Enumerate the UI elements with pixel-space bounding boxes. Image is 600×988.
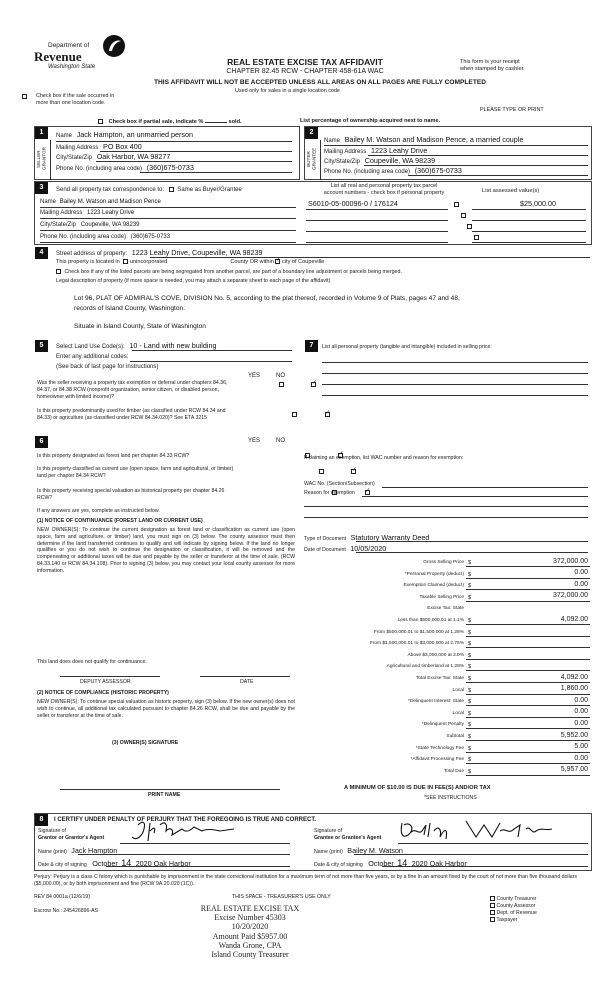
calc-row-amount: 5.00 — [574, 743, 588, 751]
multi-location-row — [20, 93, 114, 107]
parcel-2-personal-checkbox[interactable] — [461, 213, 466, 218]
tax-address-value[interactable]: 1223 Leahy Drive — [87, 210, 135, 216]
tax-name-row — [40, 199, 161, 206]
calc-row-amount: 0.00 — [574, 696, 588, 704]
legal-description-label: Legal description of property (if more space is needed, you may attach a separate sheet to each page of the affidavit) — [56, 278, 331, 284]
calc-row-label: Taxable Selling Price — [419, 594, 464, 600]
section-4-number: 4 — [35, 247, 48, 259]
calc-row-amount-field[interactable] — [466, 697, 590, 706]
calc-row-label: *Personal Property (deduct) — [404, 571, 464, 577]
grantor-date-label: Date & city of signing — [38, 862, 87, 868]
section-6-q2: Is this property classified as current use (open space, farm and agricultural, or timber) land per chapter 84.34 RCW? — [37, 466, 234, 479]
calc-row-dollar-sign: $ — [468, 745, 472, 752]
exemption-label: If claiming an exemption, list WAC number and reason for exemption: — [304, 455, 464, 461]
copy-distribution-list — [490, 896, 537, 924]
calc-row-amount-field[interactable] — [466, 674, 590, 683]
please-type: PLEASE TYPE OR PRINT — [480, 107, 544, 113]
doc-date-value[interactable]: 10/05/2020 — [350, 544, 387, 553]
calc-row-dollar-sign: $ — [468, 652, 472, 659]
minimum-note: A MINIMUM OF $10.00 IS DUE IN FEE(S) AND/OR TAX — [344, 785, 491, 791]
grantee-sig-label-2: Grantee or Grantee's Agent — [314, 834, 382, 841]
grantee-date-month[interactable]: October — [368, 859, 394, 868]
section-5-yes-header: YES — [248, 373, 261, 379]
receipt-note-line-2: when stamped by cashier. — [460, 65, 525, 72]
city-of-label: city of Coupeville — [281, 259, 325, 265]
calc-row-dollar-sign: $ — [468, 560, 472, 566]
current-use-yes-checkbox[interactable] — [319, 469, 324, 474]
grantor-sig-label-1: Signature of — [38, 828, 66, 834]
calc-row-label: Excise Tax: State — [427, 606, 464, 612]
calc-row-amount: 5,952.00 — [560, 731, 588, 739]
section-1-side-label: SELLER GRANTOR — [36, 147, 47, 171]
calc-row-dollar-sign: $ — [468, 664, 472, 671]
calc-row-amount: 4,092.00 — [560, 615, 588, 623]
calc-row-label: Total Due — [443, 768, 464, 774]
calc-row-label: Above $3,000,000 at 3.0% — [407, 652, 464, 658]
escrow-number: Escrow No.: 245426896-AS — [34, 908, 99, 914]
section-7-number: 7 — [305, 340, 318, 352]
notice-1-text: NEW OWNER(S): To continue the current designation as forest land or classification as current use (open space, farm and agriculture, or timber) land, you must sign on (3) below. The county assessor must then determine if the land transferred continues to qualify and will indicate by signing below. If the land no longer qualifies or you do not wish to continue the designation or classification, it will be removed and the compensating or additional taxes will be due and payable by the seller or transferor at the time of sale. (RCW 84.33.140 or RCW 84.34.108). Prior to signing (3) below, you may contact your local county assessor for more information. — [37, 527, 295, 574]
calc-row-label: From $500,000.01 to $1,500,000 at 1.28% — [373, 629, 464, 635]
copy-county-assessor-checkbox[interactable] — [490, 903, 495, 908]
parcel-number[interactable]: S6010-05-00096-0 / 176124 — [308, 199, 398, 208]
stamp-line-2: Excise Number 45303 — [214, 913, 286, 923]
section-6-q3: Is this property receiving special valuation as historical property per chapter 84.26 RCW? — [37, 488, 225, 501]
grantee-sig-label-1: Signature of — [314, 828, 342, 834]
grantee-name-label: Name (print) — [314, 849, 343, 855]
calc-row-label: Less than $500,000.01 at 1.1% — [397, 618, 464, 623]
assessor-date-label: DATE — [240, 679, 254, 685]
calc-row-amount-field[interactable] — [466, 767, 590, 776]
calc-row-label: Gross Selling Price — [423, 560, 464, 565]
copy-county-treasurer — [490, 896, 537, 903]
calc-row-dollar-sign: $ — [468, 583, 472, 590]
same-as-buyer-checkbox[interactable] — [169, 187, 174, 192]
copy-dor — [490, 910, 537, 917]
seller-address-label: Mailing Address — [56, 145, 99, 151]
copy-dor-checkbox[interactable] — [490, 910, 495, 915]
calc-row-amount: 0.00 — [574, 580, 588, 588]
section-5-no-header: NO — [276, 373, 285, 379]
calc-row-amount-field[interactable] — [466, 686, 590, 695]
county-or-label: County OR within — [230, 259, 274, 265]
located-row — [56, 259, 324, 266]
see-instructions-note: *SEE INSTRUCTIONS — [424, 795, 477, 801]
dor-logo — [34, 40, 134, 76]
qualify-line: This land does does not qualify for continuance. — [37, 659, 147, 665]
located-in-label: This property is located in — [56, 259, 120, 265]
section-6-q1: Is this property designated as forest land per chapter 84.33 RCW? — [37, 453, 190, 459]
perjury-statement: Perjury: Perjury is a class C felony which is punishable by imprisonment in the state correctional institution for a maximum term of not more than five years, or by a fine in an amount fixed by the court of not more than five thousand dollars ($5,000.00), or by both imprisonment and fine (RCW 9A.20.020 (1C)). — [34, 874, 577, 887]
stamp-line-4: Amount Paid $5957.00 — [212, 931, 288, 941]
q2-no-checkbox[interactable] — [325, 412, 330, 417]
buyer-city-value[interactable]: Coupeville, WA 98239 — [364, 156, 436, 165]
buyer-phone-value[interactable]: (360)675-0733 — [414, 166, 462, 175]
section-1-number: 1 — [35, 127, 48, 139]
multi-location-label-1: Check box if the sale occurred in — [36, 93, 115, 99]
grantee-date-label: Date & city of signing — [314, 862, 363, 868]
multi-location-checkbox[interactable] — [22, 94, 27, 99]
seller-address-value[interactable]: PO Box 400 — [103, 142, 142, 151]
calc-row-amount-field[interactable] — [466, 662, 590, 671]
print-name-label: PRINT NAME — [148, 792, 181, 798]
calc-row-label: *State Technology Fee — [415, 745, 464, 751]
wac-label: WAC No. (Section/Subsection) — [304, 481, 375, 487]
doc-type-label: Type of Document — [304, 536, 347, 542]
buyer-phone-label: Phone No. (including area code) — [324, 169, 411, 175]
section-8-number: 8 — [35, 814, 48, 826]
tax-address-row — [40, 210, 134, 217]
calc-row-amount-field[interactable] — [466, 628, 590, 637]
buyer-address-value[interactable]: 1223 Leahy Drive — [371, 146, 428, 155]
grantee-signature[interactable] — [396, 815, 566, 845]
calc-row-amount: 0.00 — [574, 569, 588, 577]
grantee-date-rest[interactable]: 2020 Oak Harbor — [411, 859, 467, 868]
calc-row-dollar-sign: $ — [468, 699, 472, 706]
grantor-date-row — [38, 858, 191, 869]
calc-row-amount: 0.00 — [574, 720, 588, 727]
logo-name: Revenue — [34, 49, 82, 64]
calc-row-label: Subtotal — [446, 734, 464, 739]
if-yes-note: If any answers are yes, complete as instructed below. — [37, 508, 160, 514]
grantor-date-day[interactable]: 14 — [121, 858, 132, 868]
partial-sale-sold: sold. — [228, 119, 242, 125]
logo-state: Washington State — [48, 64, 96, 70]
grantee-sig-label — [314, 828, 381, 841]
certify-statement: I CERTIFY UNDER PENALTY OF PERJURY THAT THE FOREGOING IS TRUE AND CORRECT. — [54, 817, 317, 823]
land-use-value[interactable]: 10 - Land with new building — [129, 341, 217, 350]
legal-description-line-2[interactable]: records of Island County, Washington. — [74, 305, 186, 312]
form-subtitle: CHAPTER 82.45 RCW - CHAPTER 458-61A WAC — [226, 68, 384, 75]
calc-row-dollar-sign: $ — [468, 722, 472, 729]
segregated-checkbox[interactable] — [56, 269, 61, 274]
treasurer-stamp — [170, 904, 330, 959]
form-warning: THIS AFFIDAVIT WILL NOT BE ACCEPTED UNLESS ALL AREAS ON ALL PAGES ARE FULLY COMPLETED — [153, 79, 487, 86]
notice-2-text: NEW OWNER(S): To continue special valuation as historic property, sign (3) below. If the new owner(s) does not wish to continue, all additional tax calculated pursuant to chapter 84.26 RCW, shall be due and payable by the seller or transferor at the time of sale. — [37, 699, 295, 719]
calc-row-dollar-sign: $ — [468, 641, 472, 648]
calc-row-amount: 372,000.00 — [552, 557, 588, 565]
copy-county-treasurer-label: County Treasurer — [496, 896, 537, 902]
calc-row-dollar-sign: $ — [468, 687, 472, 694]
calc-row-label: Local — [452, 710, 464, 716]
stamp-line-6: Island County Treasurer — [211, 949, 289, 959]
calc-row-amount-field[interactable] — [466, 755, 590, 764]
receipt-note — [460, 59, 525, 73]
see-back-note: (See back of last page for instructions) — [56, 364, 159, 370]
calc-row-label: *Delinquent Penalty — [421, 722, 464, 728]
section-5-number: 5 — [35, 340, 48, 352]
segregated-label: Check box if any of the listed parcels are being segregated from another parcel, are part of a boundary line adjustment or parcels being merged. — [64, 269, 402, 275]
section-2-number: 2 — [305, 127, 318, 139]
parcel-4-personal-checkbox[interactable] — [474, 235, 479, 240]
city-checkbox[interactable] — [275, 259, 280, 264]
section-3-number: 3 — [35, 182, 48, 194]
grantee-name-value[interactable]: Bailey M. Watson — [347, 846, 403, 855]
assessed-header: List assessed value(s) — [482, 188, 540, 194]
seller-phone-value[interactable]: (360)675-0733 — [146, 163, 194, 172]
calc-row-amount: 0.00 — [574, 708, 588, 716]
logo-dept: Department of — [48, 42, 90, 49]
treasurer-only-label: THIS SPACE - TREASURER'S USE ONLY — [232, 894, 331, 900]
historic-no-checkbox[interactable] — [365, 490, 370, 495]
tax-city-row — [40, 222, 140, 229]
notice-2-title: (2) NOTICE OF COMPLIANCE (HISTORIC PROPERTY) — [37, 690, 169, 696]
calc-row-amount-field[interactable] — [466, 558, 590, 567]
tax-city-value[interactable]: Coupeville, WA 98239 — [80, 222, 140, 228]
seller-phone-label: Phone No. (including area code) — [56, 166, 143, 172]
buyer-name-row — [324, 136, 590, 145]
seller-city-value[interactable]: Oak Harbor, WA 98277 — [96, 152, 171, 161]
tax-name-label: Name — [40, 199, 57, 205]
calc-row-dollar-sign: $ — [468, 768, 472, 775]
unincorporated-checkbox[interactable] — [123, 259, 128, 264]
list-percentage-note: List percentage of ownership acquired next to name. — [300, 118, 441, 124]
calc-row-amount-field[interactable] — [466, 581, 590, 590]
multi-location-label-2: more than one location code. — [36, 99, 106, 106]
grantor-sig-label — [38, 828, 104, 841]
calc-row-dollar-sign: $ — [468, 618, 472, 624]
doc-type-value[interactable]: Statutory Warranty Deed — [350, 533, 430, 542]
partial-sale-label: Check box if partial sale, indicate % — [108, 119, 204, 125]
send-correspondence-row — [56, 187, 242, 194]
single-location-note: Used only for sales in a single location code — [235, 88, 340, 94]
calc-row-amount-field[interactable] — [466, 570, 590, 579]
partial-sale-checkbox[interactable] — [98, 119, 103, 124]
section-5-q2: Is this property predominantly used for timber (as classified under RCW 84.34 and 84.33) or agriculture (as classified under RCW 84.34.020)? See ETA 3215 — [37, 408, 226, 421]
copy-county-assessor-label: County Assessor — [496, 903, 536, 910]
calc-row-amount-field[interactable] — [466, 720, 590, 729]
calc-row-dollar-sign: $ — [468, 629, 472, 636]
stamp-line-1: REAL ESTATE EXCISE TAX — [200, 904, 300, 913]
calc-row-amount-field[interactable] — [466, 616, 590, 625]
calc-row-dollar-sign: $ — [468, 594, 472, 601]
grantor-signature[interactable] — [130, 819, 250, 845]
grantor-name-value[interactable]: Jack Hampton — [71, 846, 118, 855]
same-as-buyer-label: Same as Buyer/Grantee — [177, 187, 242, 194]
calc-row-amount: 4,092.00 — [560, 673, 588, 681]
section-2-side-label: BUYER GRANTEE — [306, 147, 317, 171]
legal-description-line-3[interactable]: Situate in Island County, State of Washington — [74, 323, 206, 330]
current-use-no-checkbox[interactable] — [351, 469, 356, 474]
section-6-yes-header: YES — [248, 438, 261, 444]
tax-phone-row — [40, 234, 170, 241]
calc-row-amount-field[interactable] — [466, 593, 590, 602]
grantee-date-row — [314, 858, 467, 869]
calc-row-amount-field[interactable] — [466, 744, 590, 753]
copy-dor-label: Dept. of Revenue — [496, 910, 537, 917]
grantor-sig-label-2: Grantor or Grantor's Agent — [38, 834, 105, 841]
deputy-assessor-label: DEPUTY ASSESSOR — [80, 679, 131, 685]
reason-label: Reason for exemption — [304, 490, 355, 496]
calc-row-amount: 5,957.00 — [560, 766, 588, 774]
tax-city-label: City/State/Zip — [40, 222, 77, 228]
form-title: REAL ESTATE EXCISE TAX AFFIDAVIT — [227, 57, 383, 67]
parcel-3-personal-checkbox[interactable] — [467, 224, 472, 229]
logo-emblem-icon — [102, 34, 126, 58]
copy-county-treasurer-checkbox[interactable] — [490, 896, 495, 901]
calc-row-label: Agricultural and timberland at 1.28% — [386, 664, 464, 670]
grantor-date-month[interactable]: October — [92, 859, 118, 868]
parcel-header-line-2: account numbers - check box if personal property — [323, 189, 445, 196]
copy-taxpayer — [490, 917, 537, 924]
calc-row-amount-field[interactable] — [466, 651, 590, 660]
calc-row-label: Exemption Claimed (deduct) — [403, 583, 464, 589]
calc-row-amount-field[interactable] — [466, 639, 590, 648]
q2-yes-checkbox[interactable] — [292, 412, 297, 417]
calc-row-amount-field[interactable] — [466, 732, 590, 741]
send-correspondence-label: Send all property tax correspondence to: — [56, 187, 165, 194]
buyer-city-label: City/State/Zip — [324, 159, 361, 165]
legal-description-line-1[interactable]: Lot 96, PLAT OF ADMIRAL'S COVE, DIVISION No. 5, according to the plat thereof, recorded in Volume 9 of Plats, pages 47 and 48, — [74, 295, 460, 302]
calc-row-dollar-sign: $ — [468, 710, 472, 717]
section-6-number: 6 — [35, 436, 48, 448]
buyer-address-label: Mailing Address — [324, 149, 367, 155]
seller-name-value[interactable]: Jack Hampton, an unmarried person — [76, 130, 193, 139]
form-revision: REV 84 0001a (12/6/19) — [34, 894, 90, 900]
calc-row-amount: 372,000.00 — [552, 592, 588, 600]
stamp-line-3: 10/20/2020 — [231, 922, 269, 932]
land-use-label: Select Land Use Code(s): — [56, 344, 125, 350]
section-5-q1: Was the seller receiving a property tax exemption or deferral under chapters 84.36, 84.37, or 84.38 RCW (nonprofit organization, senior citizen, or disabled person, homeowner with limited income)? — [37, 380, 228, 400]
section-6-no-header: NO — [276, 438, 285, 444]
segregated-row — [56, 269, 402, 275]
personal-property-label: List all personal property (tangible and intangible) included in selling price. — [322, 344, 492, 350]
calc-row-dollar-sign: $ — [468, 676, 472, 682]
copy-taxpayer-checkbox[interactable] — [490, 917, 495, 922]
parcel-1-personal-checkbox[interactable] — [454, 202, 459, 207]
grantor-date-rest[interactable]: 2020 Oak Harbor — [135, 859, 191, 868]
q1-yes-checkbox[interactable] — [279, 382, 284, 387]
owner-signature-label: (3) OWNER(S) SIGNATURE — [112, 740, 179, 746]
grantor-name-label: Name (print) — [38, 849, 67, 855]
street-value[interactable]: 1223 Leahy Drive, Coupeville, WA 98239 — [131, 248, 263, 257]
copy-taxpayer-label: Taxpayer — [496, 917, 518, 924]
receipt-note-line-1: This form is your receipt — [460, 59, 520, 65]
assessed-value[interactable]: $25,000.00 — [520, 199, 556, 208]
additional-codes-label: Enter any additional codes: — [56, 354, 129, 360]
seller-name-row — [56, 131, 292, 140]
notice-1-title: (1) NOTICE OF CONTINUANCE (FOREST LAND OR CURRENT USE) — [37, 518, 203, 524]
tax-phone-value[interactable]: (360)675-0733 — [130, 234, 171, 240]
doc-date-label: Date of Document — [304, 547, 346, 553]
calc-row-label: *Affidavit Processing Fee — [410, 757, 464, 763]
calc-row-label: Total Excise Tax: State — [415, 676, 464, 681]
calc-row-dollar-sign: $ — [468, 571, 472, 578]
q1-no-checkbox[interactable] — [311, 382, 316, 387]
partial-sale-row — [98, 117, 242, 126]
parcel-header — [304, 183, 464, 197]
calc-row-dollar-sign: $ — [468, 757, 472, 764]
calc-row-amount: 1,860.00 — [560, 685, 588, 693]
calc-row-label: *Delinquent Interest: State — [408, 699, 464, 705]
calc-row-amount-field[interactable] — [466, 709, 590, 718]
seller-name-label: Name — [56, 133, 73, 139]
unincorporated-label: unincorporated — [129, 259, 168, 265]
buyer-name-label: Name — [324, 138, 341, 144]
calc-row-dollar-sign: $ — [468, 734, 472, 740]
copy-county-assessor — [490, 903, 537, 910]
tax-name-value[interactable]: Bailey M. Watson and Madison Pence — [59, 199, 161, 205]
calc-row-label: Local — [452, 687, 464, 693]
tax-address-label: Mailing Address — [40, 210, 83, 216]
parcel-header-line-1: List all real and personal property tax parcel — [330, 183, 438, 189]
tax-phone-label: Phone No. (including area code) — [40, 234, 127, 240]
buyer-name-value[interactable]: Bailey M. Watson and Madison Pence, a married couple — [344, 135, 524, 144]
grantee-date-day[interactable]: 14 — [397, 858, 408, 868]
seller-city-label: City/State/Zip — [56, 155, 93, 161]
partial-sale-percent-field[interactable] — [205, 117, 227, 123]
calc-row-amount: 0.00 — [574, 754, 588, 762]
street-label: Street address of property: — [56, 251, 128, 257]
stamp-line-5: Wanda Grone, CPA — [218, 940, 282, 950]
calc-row-label: From $1,500,000.01 to $3,000,000 at 2.75% — [369, 641, 464, 647]
